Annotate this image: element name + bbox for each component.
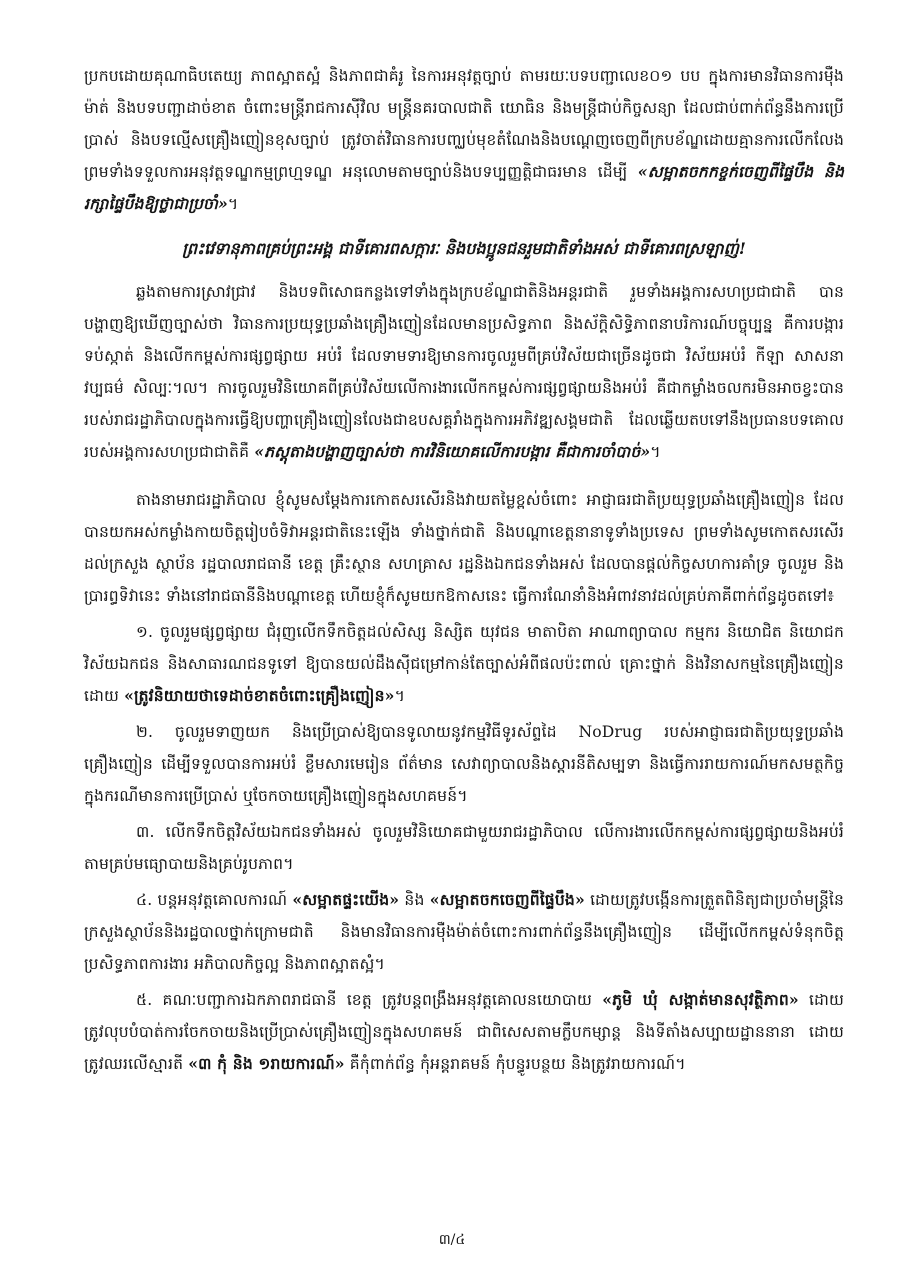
- list-item-4-text: ៤. បន្តអនុវត្តគោលការណ៍: [136, 891, 293, 909]
- page-number: ៣/៤: [438, 1232, 466, 1248]
- list-item-5-end: គឺកុំពាក់ព័ន្ធ កុំអន្តរាគមន៍ កុំបន្ធូរបន្ថយ និងត្រូវរាយការណ៍។: [344, 1055, 686, 1073]
- paragraph-1: [84, 60, 844, 220]
- document-body: [84, 60, 844, 1080]
- list-item-3-text: ៣. លើកទឹកចិត្តវិស័យឯកជនទាំងអស់ ចូលរួមវិនិយោគជាមួយរាជរដ្ឋាភិបាល លើការងារលើកកម្ពស់ការផ្សព្វផ្សាយនិងអប់រំ តាមគ្រប់មធ្យោបាយនិងគ្រប់រូបភាព។: [84, 823, 844, 873]
- list-item-3: [84, 816, 844, 880]
- list-item-2: [84, 716, 844, 812]
- slogan-heading: ព្រះវេទានុភាពគ្រប់ព្រះអង្គ ជាទីគោរពសក្ការៈ និងបងប្អូនជនរួមជាតិទាំងអស់ ជាទីគោរពស្រឡាញ់!: [182, 239, 746, 258]
- list-item-5-emphasis-2: «៣ កុំ និង ១រាយការណ៍»: [188, 1054, 345, 1073]
- list-item-5-emphasis-1: «ភូមិ ឃុំ សង្កាត់មានសុវត្ថិភាព»: [602, 990, 799, 1009]
- list-item-4-emphasis-1: «សម្អាតផ្ទះយើង»: [292, 890, 400, 909]
- paragraph-3: តាងនាមរាជរដ្ឋាភិបាល ខ្ញុំសូមសម្តែងការកោតសរសើរនិងវាយតម្លៃខ្ពស់ចំពោះ អាជ្ញាធរជាតិប្រយុទ្ធប្រឆាំងគ្រឿងញៀន ដែលបានយកអស់កម្លាំងកាយចិត្តរៀបចំទិវាអន្តរជាតិនេះឡើង ទាំងថ្នាក់ជាតិ និងបណ្តាខេត្តនានាទូទាំងប្រទេស ព្រមទាំងសូមកោតសរសើរដល់ក្រសួង ស្ថាប័ន រដ្ឋបាលរាជធានី ខេត្ត គ្រឹះស្ថាន សហគ្រាស រដ្ឋនិងឯកជនទាំងអស់ ដែលបានផ្តល់កិច្ចសហការគាំទ្រ ចូលរួម និងប្រារព្ធទិវានេះ ទាំងនៅរាជធានីនិងបណ្តាខេត្ត ហើយខ្ញុំក៏សូមយកឱកាសនេះ ធ្វើការណែនាំនិងអំពាវនាវដល់គ្រប់ភាគីពាក់ព័ន្ធដូចតទៅ៖: [84, 491, 844, 605]
- list-item-4-mid: និង: [399, 891, 430, 909]
- paragraph-2: [84, 276, 844, 468]
- list-item-1-emphasis: «ត្រូវនិយាយថាទេដាច់ខាតចំពោះគ្រឿងញៀន»: [124, 686, 395, 705]
- list-item-1-end: ។: [394, 687, 405, 705]
- list-item-1-text: ១. ចូលរួមផ្សព្វផ្សាយ ជំរុញលើកទឹកចិត្តដល់សិស្ស និស្សិត យុវជន មាតាបិតា អាណាព្យាបាល កម្មករ និយោជិត និយោជក វិស័យឯកជន និងសាធារណជនទូទៅ ឱ្យបានយល់ដឹងស៊ីជម្រៅកាន់តែច្បាស់អំពីផលប៉ះពាល់ គ្រោះថ្នាក់ និងវិនាសកម្មនៃគ្រឿងញៀន ដោយ: [84, 623, 844, 705]
- list-item-1: [84, 616, 844, 712]
- list-item-4-end: ដោយត្រូវបង្កើនការត្រួតពិនិត្យជាប្រចាំមន្ត្រីនៃក្រសួងស្ថាប័ននិងរដ្ឋបាលថ្នាក់ក្រោមជាតិ និងមានវិធានការម៉ឺងម៉ាត់ចំពោះការពាក់ព័ន្ធនឹងគ្រឿងញៀន ដើម្បីលើកកម្ពស់ទំនុកចិត្ត ប្រសិទ្ធភាពការងារ អភិបាលកិច្ចល្អ និងភាពស្អាតស្អំ។: [84, 891, 844, 973]
- list-item-5-text: ៥. គណៈបញ្ជាការឯកភាពរាជធានី ខេត្ត ត្រូវបន្តពង្រឹងអនុវត្តគោលនយោបាយ: [136, 991, 603, 1009]
- list-item-2-text: ២. ចូលរួមទាញយក និងប្រើប្រាស់ឱ្យបានទូលាយនូវកម្មវិធីទូរស័ព្ទដៃ NoDrug របស់អាជ្ញាធរជាតិប្រយុទ្ធប្រឆាំងគ្រឿងញៀន ដើម្បីទទួលបានការអប់រំ ខ្លឹមសារមេរៀន ព័ត៌មាន សេវាព្យាបាលនិងស្តារនីតិសម្បទា និងធ្វើការរាយការណ៍មកសមត្ថកិច្ចក្នុងករណីមានការប្រើប្រាស់ ឬចែកចាយគ្រឿងញៀនក្នុងសហគមន៍។: [84, 723, 844, 805]
- list-item-5-mid: ដោយត្រូវលុបបំបាត់ការចែកចាយនិងប្រើប្រាស់គ្រឿងញៀនក្នុងសហគមន៍ ជាពិសេសតាមក្លឹបកម្សាន្ត និងទីតាំងសប្បាយដ្ឋាននានា ដោយត្រូវឈរលើស្មារតី: [84, 991, 844, 1073]
- list-item-5: [84, 984, 844, 1080]
- paragraph-2-text: ឆ្លងតាមការស្រាវជ្រាវ និងបទពិសោធកន្លងទៅទាំងក្នុងក្របខ័ណ្ឌជាតិនិងអន្តរជាតិ រួមទាំងអង្គការសហប្រជាជាតិ បានបង្ហាញឱ្យឃើញច្បាស់ថា វិធានការប្រយុទ្ធប្រឆាំងគ្រឿងញៀនដែលមានប្រសិទ្ធភាព និងស័ក្តិសិទ្ធិភាពនាបរិការណ៍បច្ចុប្បន្ន គឺការបង្ការ ទប់ស្កាត់ និងលើកកម្ពស់ការផ្សព្វផ្សាយ អប់រំ ដែលទាមទារឱ្យមានការចូលរួមពីគ្រប់វិស័យជាច្រើនដូចជា វិស័យអប់រំ កីឡា សាសនា វប្បធម៌ សិល្បៈ។ល។ ការចូលរួមវិនិយោគពីគ្រប់វិស័យលើការងារលើកកម្ពស់ការផ្សព្វផ្សាយនិងអប់រំ គឺជាកម្លាំងចលករមិនអាចខ្វះបានរបស់រាជរដ្ឋាភិបាលក្នុងការធ្វើឱ្យបញ្ហាគ្រឿងញៀនលែងជាឧបសគ្គរាំងក្នុងការអភិវឌ្ឍសង្គមជាតិ ដែលឆ្លើយតបទៅនឹងប្រធានបទគោលរបស់អង្គការសហប្រជាជាតិគឺ: [84, 283, 844, 461]
- paragraph-1-end: ។: [227, 195, 239, 213]
- list-item-4-emphasis-2: «សម្អាតចកចេញពីផ្ទៃបឹង»: [429, 890, 585, 909]
- paragraph-2-end: ។: [650, 443, 661, 461]
- paragraph-1-emphasis: «សម្អាតចកកខ្ចក់ចេញពីផ្ទៃបឹង និងរក្សាផ្ទៃបឹងឱ្យថ្លាជាប្រចាំ»: [84, 162, 844, 213]
- paragraph-2-emphasis: «ភស្តុតាងបង្ហាញច្បាស់ថា ការវិនិយោគលើការបង្ការ គឺជាការចាំបាច់»: [254, 442, 651, 461]
- list-item-4: [84, 884, 844, 980]
- paragraph-1-text: ប្រកបដោយគុណាធិបតេយ្យ ភាពស្អាតស្អំ និងភាពជាគំរូ នៃការអនុវត្តច្បាប់ តាមរយៈបទបញ្ជាលេខ០១ បប ក្នុងការមានវិធានការម៉ឺងម៉ាត់ និងបទបញ្ជាដាច់ខាត ចំពោះមន្ត្រីរាជការស៊ីវិល មន្ត្រីនគរបាលជាតិ យោធិន និងមន្ត្រីជាប់កិច្ចសន្យា ដែលជាប់ពាក់ព័ន្ធនឹងការប្រើប្រាស់ និងបទល្មើសគ្រឿងញៀនខុសច្បាប់ ត្រូវចាត់វិធានការបញ្ឈប់មុខតំណែងនិងបណ្តេញចេញពីក្របខ័ណ្ឌដោយគ្មានការលើកលែង ព្រមទាំងទទួលការអនុវត្តទណ្ឌកម្មព្រហ្មទណ្ឌ អនុលោមតាមច្បាប់និងបទប្បញ្ញត្តិជាធរមាន ដើម្បី: [84, 67, 844, 181]
